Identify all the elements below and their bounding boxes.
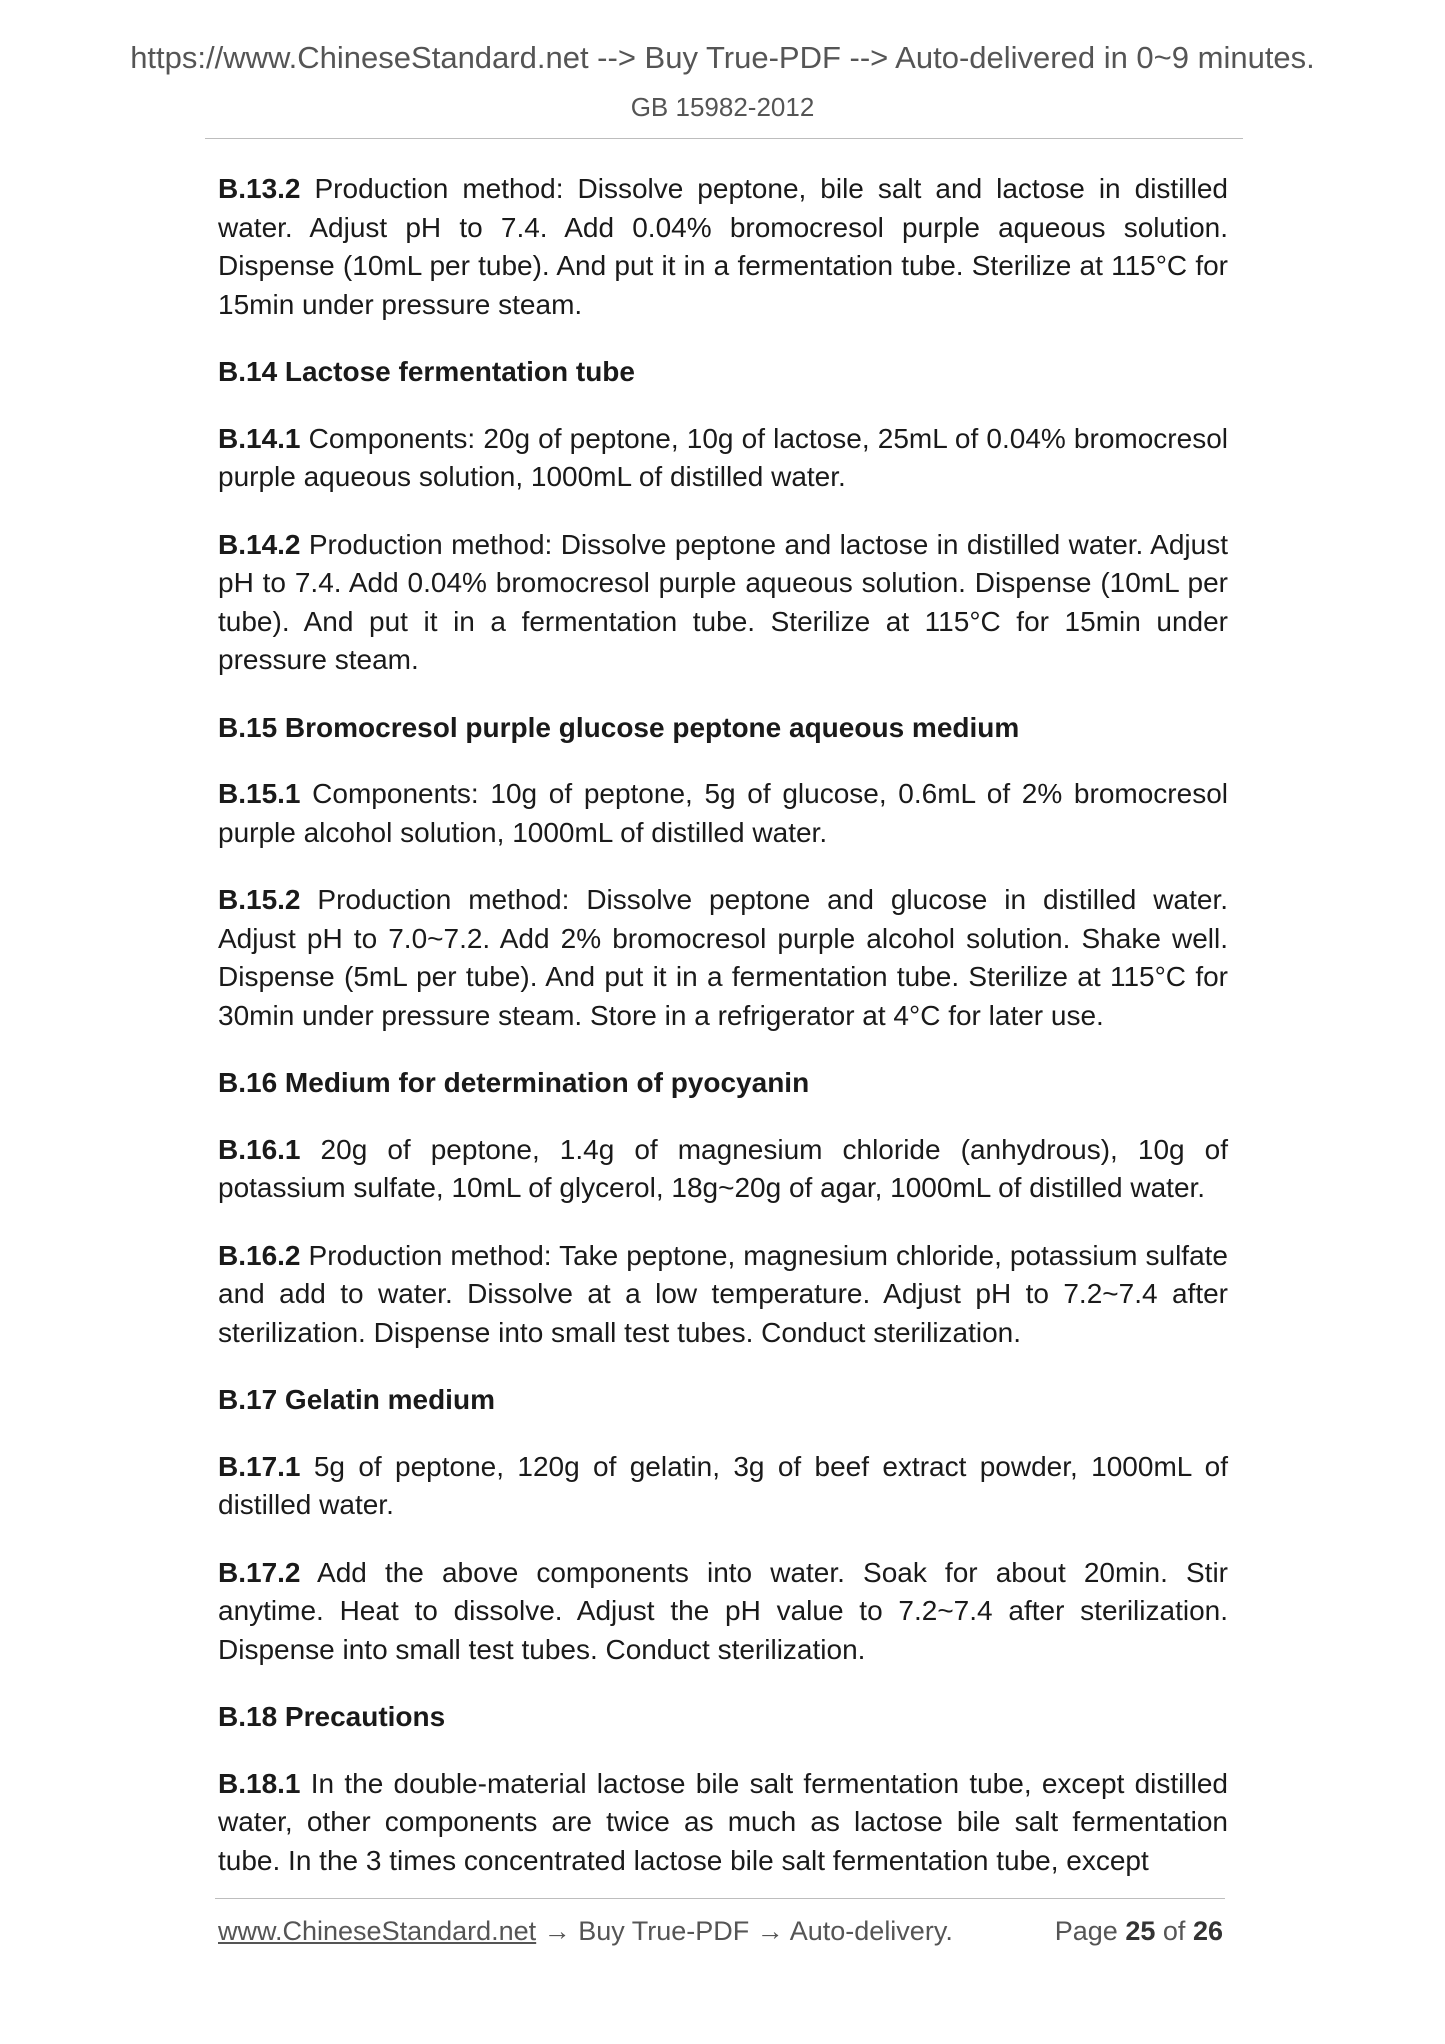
section-heading-b-16: B.16 Medium for determination of pyocyanin bbox=[218, 1067, 810, 1098]
clause-number: B.13.2 bbox=[218, 173, 301, 204]
document-body bbox=[218, 170, 1228, 1909]
clause-text: Components: 10g of peptone, 5g of glucose, 0.6mL of 2% bromocresol purple alcohol solution, 1000mL of distilled water. bbox=[218, 778, 1228, 848]
clause-text: In the double-material lactose bile salt fermentation tube, except distilled water, other components are twice as much as lactose bile salt fermentation tube. In the 3 times concentrated lactose bile salt fermentation tube, except bbox=[218, 1767, 1228, 1876]
section-heading-b-14: B.14 Lactose fermentation tube bbox=[218, 356, 635, 387]
clause-text: Production method: Take peptone, magnesium chloride, potassium sulfate and add to water. Dissolve at a low temperature. Adjust pH to 7.2~7.4 after sterilization. Dispense into small test tubes. Conduct sterilization. bbox=[218, 1239, 1228, 1348]
clause-number: B.14.1 bbox=[218, 422, 301, 454]
clause-b-17-1 bbox=[218, 1448, 1228, 1525]
clause-number: B.16.1 bbox=[218, 1133, 301, 1165]
footer-divider bbox=[215, 1898, 1225, 1899]
clause-number: B.16.2 bbox=[218, 1239, 301, 1271]
clause-number: B.14.2 bbox=[218, 528, 301, 560]
section-heading-b-17: B.17 Gelatin medium bbox=[218, 1384, 495, 1415]
clause-number: B.15.1 bbox=[218, 778, 301, 809]
clause-text: 20g of peptone, 1.4g of magnesium chloride (anhydrous), 10g of potassium sulfate, 10mL of glycerol, 18g~20g of agar, 1000mL of distilled water. bbox=[218, 1133, 1228, 1203]
clause-b-18-1 bbox=[218, 1765, 1228, 1881]
header-url-line: https://www.ChineseStandard.net --> Buy True-PDF --> Auto-delivered in 0~9 minutes. bbox=[130, 40, 1315, 75]
clause-text: Components: 20g of peptone, 10g of lactose, 25mL of 0.04% bromocresol purple aqueous solution, 1000mL of distilled water. bbox=[218, 422, 1228, 492]
clause-b-14-1 bbox=[218, 420, 1228, 497]
footer-tagline: → Buy True-PDF → Auto-delivery. bbox=[536, 1916, 953, 1946]
clause-b-16-1 bbox=[218, 1131, 1228, 1208]
page-indicator bbox=[1055, 1916, 1223, 1947]
standard-code: GB 15982-2012 bbox=[630, 92, 815, 122]
clause-b-13-2 bbox=[218, 170, 1228, 324]
clause-b-17-2 bbox=[218, 1554, 1228, 1670]
clause-b-14-2 bbox=[218, 526, 1228, 680]
clause-b-15-1 bbox=[218, 775, 1228, 852]
clause-number: B.15.2 bbox=[218, 884, 301, 915]
clause-text: Production method: Dissolve peptone and lactose in distilled water. Adjust pH to 7.4. Add 0.04% bromocresol purple aqueous solution. Dispense (10mL per tube). And put it in a fermentation tube. Sterilize at 115°C for 15min under pressure steam. bbox=[218, 528, 1228, 675]
clause-b-16-2 bbox=[218, 1237, 1228, 1353]
clause-text: Production method: Dissolve peptone and glucose in distilled water. Adjust pH to 7.0~7.2. Add 2% bromocresol purple alcohol solution. Shake well. Dispense (5mL per tube). And put it in a fermentation tube. Sterilize at 115°C for 30min under pressure steam. Store in a refrigerator at 4°C for later use. bbox=[218, 884, 1228, 1031]
of-word: of bbox=[1162, 1916, 1186, 1946]
section-heading-b-15: B.15 Bromocresol purple glucose peptone aqueous medium bbox=[218, 711, 1020, 743]
clause-number: B.17.2 bbox=[218, 1556, 301, 1588]
site-link[interactable]: www.ChineseStandard.net bbox=[218, 1916, 537, 1946]
clause-text: 5g of peptone, 120g of gelatin, 3g of beef extract powder, 1000mL of distilled water. bbox=[218, 1450, 1228, 1520]
footer-left bbox=[218, 1916, 953, 1947]
clause-text: Add the above components into water. Soak for about 20min. Stir anytime. Heat to dissolve. Adjust the pH value to 7.2~7.4 after sterilization. Dispense into small test tubes. Conduct sterilization. bbox=[218, 1556, 1228, 1665]
header-divider bbox=[205, 138, 1243, 139]
page-word: Page bbox=[1054, 1916, 1118, 1946]
clause-b-15-2 bbox=[218, 881, 1228, 1035]
page-current: 25 bbox=[1125, 1916, 1156, 1946]
clause-number: B.17.1 bbox=[218, 1450, 301, 1482]
page-total: 26 bbox=[1192, 1916, 1223, 1946]
clause-text: Production method: Dissolve peptone, bile salt and lactose in distilled water. Adjust pH to 7.4. Add 0.04% bromocresol purple aqueous solution. Dispense (10mL per tube). And put it in a fermentation tube. Sterilize at 115°C for 15min under pressure steam. bbox=[218, 173, 1228, 320]
clause-number: B.18.1 bbox=[218, 1767, 301, 1799]
section-heading-b-18: B.18 Precautions bbox=[218, 1701, 446, 1732]
